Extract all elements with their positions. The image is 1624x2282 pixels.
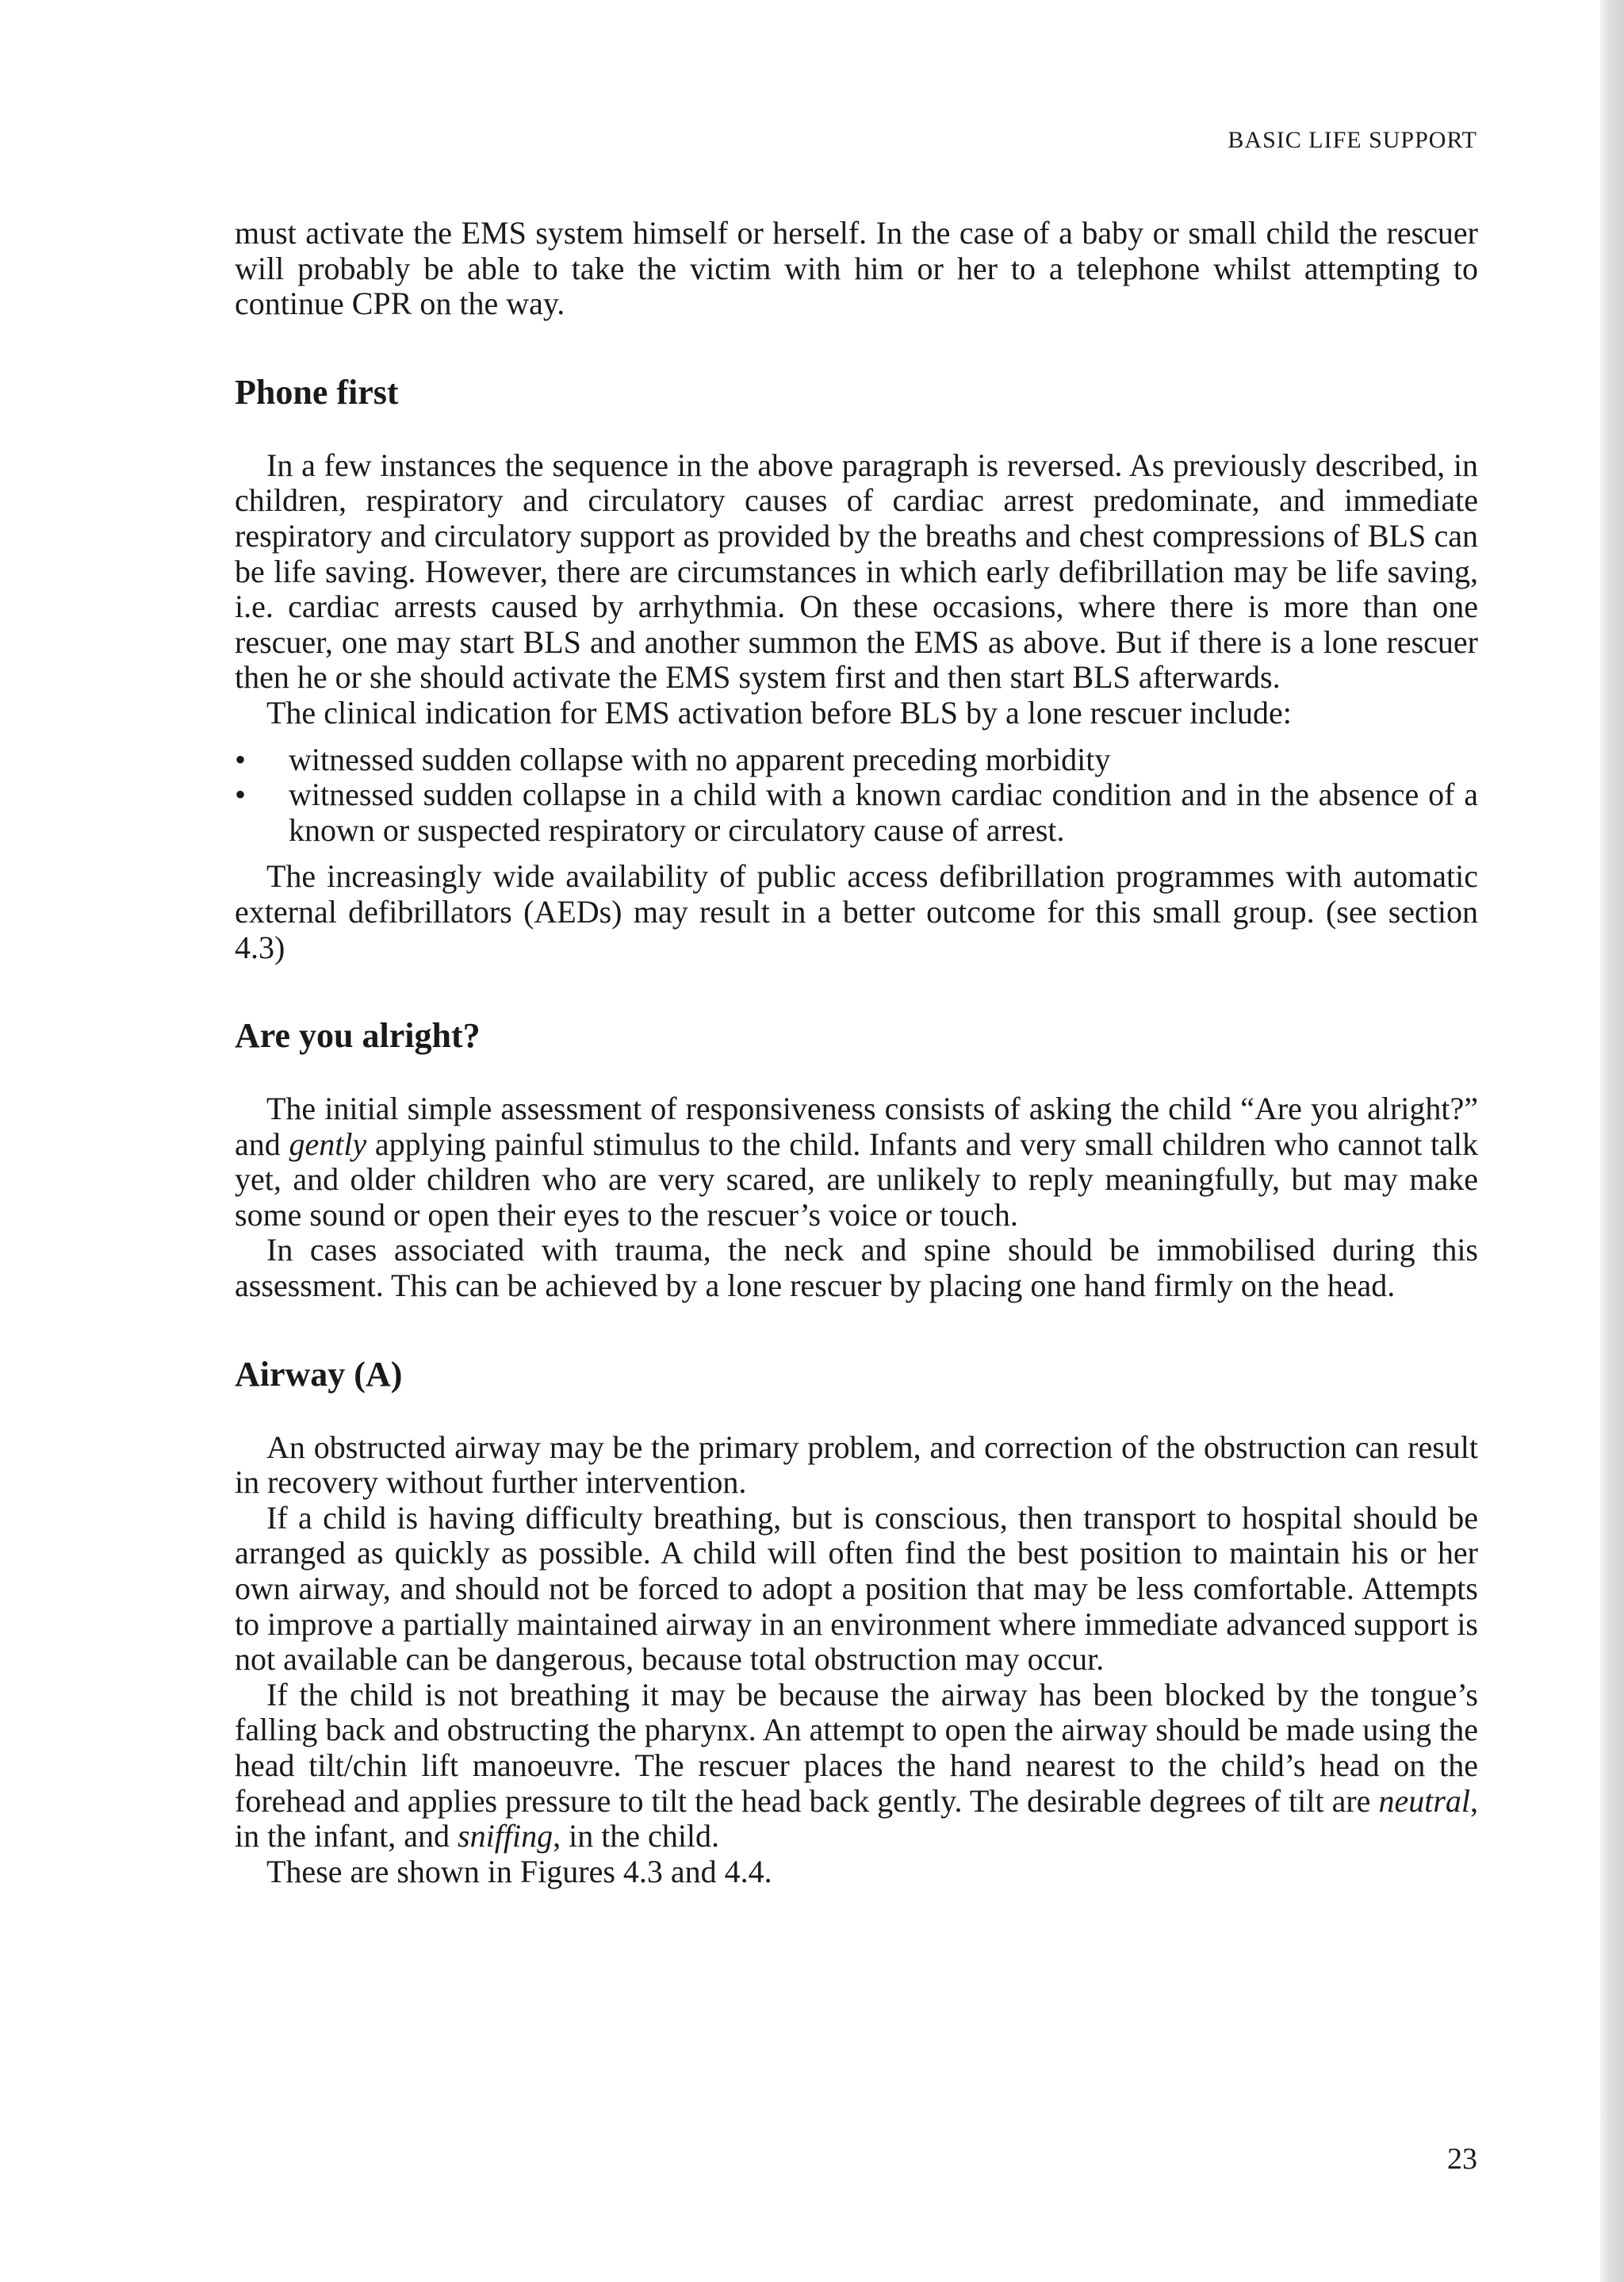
text-run: , in the infant, and xyxy=(235,1782,1478,1854)
airway-paragraph-2: If a child is having difficulty breathing, but is conscious, then transport to hospital should be arranged as quickly as possible. A child will often find the best position to maintain his or her own airway, and should not be forced to adopt a position that may be less comfortable. Attempts to improve a partially maintained airway in an environment where immediate advanced support is not available can be dangerous, because total obstruction may occur. xyxy=(235,1499,1478,1678)
indication-list xyxy=(235,742,1478,849)
alright-paragraph-2: In cases associated with trauma, the neck and spine should be immobilised during this assessment. This can be achieved by a lone rescuer by placing one hand firmly on the head. xyxy=(235,1232,1478,1304)
airway-paragraph-3 xyxy=(235,1678,1478,1854)
emphasis-text: gently xyxy=(289,1126,367,1162)
phone-first-paragraph-3: The increasingly wide availability of public access defibrillation programmes with automatic external defibrillators (AEDs) may result in a better outcome for this small group. (see section 4.3) xyxy=(235,858,1478,965)
text-run: , in the child. xyxy=(553,1818,720,1854)
emphasis-text: neutral xyxy=(1378,1782,1470,1819)
list-item-text: witnessed sudden collapse in a child with a known cardiac condition and in the absence of a known or suspected respiratory or circulatory cause of arrest. xyxy=(289,777,1478,848)
list-item-text: witnessed sudden collapse with no apparent preceding morbidity xyxy=(289,741,1111,777)
phone-first-paragraph-2: The clinical indication for EMS activation before BLS by a lone rescuer include: xyxy=(266,694,1292,731)
bullet-icon: • xyxy=(235,741,247,777)
page-edge-shadow xyxy=(1600,0,1624,2282)
text-run: If the child is not breathing it may be because the airway has been blocked by the tongue’s falling back and obstructing the pharynx. An attempt to open the airway should be made using the head tilt/chin lift manoeuvre. The rescuer places the hand nearest to the child’s head on the forehead and applies pressure to tilt the head back gently. The desirable degrees of tilt are xyxy=(235,1676,1478,1819)
heading-are-you-alright: Are you alright? xyxy=(235,1016,481,1056)
list-item xyxy=(235,777,1478,848)
emphasis-text: sniffing xyxy=(458,1818,553,1854)
bullet-icon: • xyxy=(235,777,247,813)
list-item xyxy=(235,742,1478,778)
page-number: 23 xyxy=(1447,2142,1477,2176)
text-run: The initial simple assessment of responsiveness consists of asking the child “Are you alright?” and xyxy=(235,1091,1478,1162)
phone-first-paragraph-1: In a few instances the sequence in the above paragraph is reversed. As previously described, in children, respiratory and circulatory causes of cardiac arrest predominate, and immediate respiratory and circulatory support as provided by the breaths and chest compressions of BLS can be life saving. However, there are circumstances in which early defibrillation may be life saving, i.e. cardiac arrests caused by arrhythmia. On these occasions, where there is more than one rescuer, one may start BLS and another summon the EMS as above. But if there is a lone rescuer then he or she should activate the EMS system first and then start BLS afterwards. xyxy=(235,447,1478,696)
airway-paragraph-4: These are shown in Figures 4.3 and 4.4. xyxy=(266,1853,772,1889)
intro-paragraph: must activate the EMS system himself or herself. In the case of a baby or small child the rescuer will probably be able to take the victim with him or her to a telephone whilst attempting to continue CPR on the way. xyxy=(235,215,1478,322)
heading-airway: Airway (A) xyxy=(235,1354,403,1394)
running-head: BASIC LIFE SUPPORT xyxy=(1228,127,1477,153)
page-body xyxy=(235,216,1478,1889)
airway-paragraph-1: An obstructed airway may be the primary problem, and correction of the obstruction can result in recovery without further intervention. xyxy=(235,1429,1478,1501)
heading-phone-first: Phone first xyxy=(235,372,399,412)
text-run: applying painful stimulus to the child. Infants and very small children who cannot talk yet, and older children who are very scared, are unlikely to reply meaningfully, but may make some sound or open their eyes to the rescuer’s voice or touch. xyxy=(235,1126,1478,1233)
alright-paragraph-1 xyxy=(235,1091,1478,1233)
